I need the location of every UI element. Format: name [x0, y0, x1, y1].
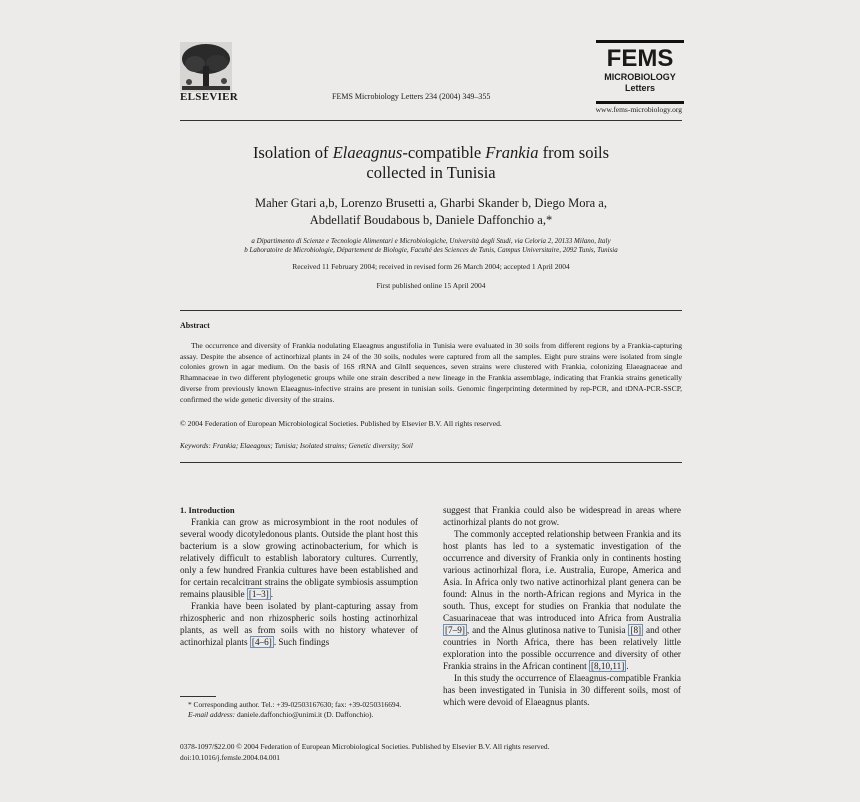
- fems-logo: [596, 40, 684, 104]
- fems-logo-subtitle: MICROBIOLOGY: [604, 72, 676, 82]
- abstract-copyright: © 2004 Federation of European Microbiological Societies. Published by Elsevier B.V. All rights reserved.: [180, 419, 502, 428]
- citation-link[interactable]: [7–9]: [445, 625, 465, 635]
- publisher-name: ELSEVIER: [180, 91, 239, 103]
- email-link[interactable]: daniele.daffonchio@unimi.it: [237, 710, 323, 719]
- journal-url-link[interactable]: www.fems-microbiology.org: [595, 105, 682, 114]
- abstract-text: [180, 341, 682, 405]
- section-heading: 1. Introduction: [180, 505, 235, 515]
- fems-logo-title: FEMS: [606, 45, 674, 72]
- title-part: Isolation of: [252, 143, 333, 162]
- page-footer: [180, 742, 682, 763]
- elsevier-tree-logo: [180, 42, 232, 92]
- citation-link[interactable]: [8]: [630, 625, 642, 635]
- title-italic: Elaeagnus: [332, 143, 403, 162]
- email-line: [180, 710, 418, 720]
- email-label: E-mail address:: [188, 710, 236, 719]
- citation-link[interactable]: [4–6]: [251, 637, 272, 647]
- citation-link[interactable]: [1–3]: [248, 589, 269, 599]
- corresponding-author: * Corresponding author. Tel.: +39-02503167630; fax: +39-0250316694.: [188, 700, 402, 709]
- intro-paragraph-1: Frankia can grow as microsymbiont in the root nodules of several woody dicotyledonous plants. Outside the plant host this bacterium is a slow growing actinobacterium, for which is relatively difficult to establish laboratory cultures. Currently, only a few hundred Frankia cultures have been established and for certain recalcitrant strains the obligate symbiosis assumption remains plausible [1–3] .: [180, 517, 418, 599]
- abstract-paragraph: The occurrence and diversity of Frankia nodulating Elaeagnus angustifolia in Tunisia were evaluated in 30 soils from different regions by a Frankia-capturing assay. Despite the absence of actinorhizal plants in 24 of the 30 soils, nodules were captured from all the samples. Eight pure strains were isolated from single colonies grown in agar medium. On the basis of 16S rRNA and GlnII sequences, seven strains were clustered with Frankia, colonizing Elaeagnaceae and Rhamnaceae in two different phylogenetic groups while one strain described a new lineage in the Frankia assemblage, indicating that Frankia strains genetically diverse from previously known Elaeagnus-infective strains are present in tunisian soils. Genomic fingerprinting determined by rep-PCR, and tDNA-PCR-SSCP, confirmed the wide genetic diversity of the strains.: [180, 341, 682, 404]
- online-date: First published online 15 April 2004: [376, 281, 486, 290]
- header-divider: [180, 120, 682, 121]
- body-right-column: [443, 504, 681, 708]
- keywords: Keywords: Frankia; Elaeagnus; Tunisia; Isolated strains; Genetic diversity; Soil: [180, 442, 413, 450]
- authors-line-2: Abdellatif Boudabous b, Daniele Daffonchio a,*: [309, 213, 553, 227]
- citation-link[interactable]: [8,10,11]: [590, 661, 625, 671]
- author-list: [180, 195, 682, 229]
- email-owner: (D. Daffonchio).: [323, 710, 374, 719]
- issn-line: 0378-1097/$22.00 © 2004 Federation of European Microbiological Societies. Published by Elsevier B.V. All rights reserved.: [180, 742, 550, 751]
- paragraph-text: and other countries in North Africa, there has been relatively little exploration into the possible occurrence and diversity of other Frankia strains in the African continent: [443, 625, 681, 671]
- footnote-divider: [180, 696, 216, 697]
- paragraph-text: . Such findings: [273, 637, 330, 647]
- authors-line-1: Maher Gtari a,b, Lorenzo Brusetti a, Gharbi Skander b, Diego Mora a,: [255, 196, 607, 210]
- title-part: from soils: [538, 143, 610, 162]
- received-dates: Received 11 February 2004; received in revised form 26 March 2004; accepted 1 April 2004: [292, 262, 570, 271]
- paragraph-text: Frankia have been isolated by plant-capturing assay from rhizospheric and non rhizospheric soils hosting actinorhizal plants, as well as from soils with no history whatever of actinorhizal plants: [180, 601, 418, 647]
- abstract-divider: [180, 310, 682, 311]
- journal-reference: FEMS Microbiology Letters 234 (2004) 349–355: [332, 92, 491, 101]
- intro-paragraph-4: In this study the occurrence of Elaeagnus-compatible Frankia has been investigated in Tunisia in 30 different soils, most of which were devoid of Elaeagnus plants.: [443, 673, 681, 707]
- footnote: [180, 700, 418, 720]
- body-left-column: [180, 504, 418, 648]
- intro-paragraph-2: [180, 600, 418, 648]
- abstract-heading: Abstract: [180, 321, 210, 330]
- affiliation-b: b Laboratoire de Microbiologie, Département de Biologie, Faculté des Sciences de Tunis, Campus Universitaire, 2092 Tunis, Tunisia: [244, 246, 618, 254]
- title-line-2: collected in Tunisia: [366, 163, 496, 182]
- affiliation-a: a Dipartimento di Scienze e Tecnologie Alimentari e Microbiologiche, Università degli Studi, via Celoria 2, 20133 Milano, Italy: [251, 237, 611, 245]
- paragraph-text: , and the Alnus glutinosa native to Tunisia: [466, 625, 626, 635]
- body-divider: [180, 462, 682, 463]
- paper-title: [180, 143, 682, 183]
- intro-paragraph-3: The commonly accepted relationship between Frankia and its host plants has led to a systematic investigation of the occurrence and diversity of Frankia only in continents hosting various actinorhizal flora, i.e. Australia, Europe, America and Asia. In Africa only two native actinorhizal plant genera can be found: Alnus in the north-African regions and Myrica in the south. Thus, except for studies on Frankia that nodulate the Casuarinaceae that was introduced into Africa from Australia [7–9] , and the Alnus glutinosa native to Tunisia [8] and other countries in North Africa, there has been relatively little exploration into the possible occurrence and diversity of other Frankia strains in the African continent [8,10,11] .: [443, 529, 681, 671]
- paragraph-text: The commonly accepted relationship between Frankia and its host plants has led to a systematic investigation of the occurrence and diversity of Frankia only in continents hosting various actinorhizal flora, i.e. Australia, Europe, America and Asia. In Africa only two native actinorhizal plant genera can be found: Alnus in the north-African regions and Myrica in the south. Thus, except for studies on Frankia that nodulate the Casuarinaceae that was introduced into Africa from Australia: [443, 529, 681, 623]
- title-part: -compatible: [402, 143, 486, 162]
- title-italic: Frankia: [485, 143, 539, 162]
- fems-logo-subtitle-2: Letters: [624, 83, 655, 93]
- doi-link[interactable]: doi:10.1016/j.femsle.2004.04.001: [180, 752, 280, 762]
- paragraph-text: Frankia can grow as microsymbiont in the root nodules of several woody dicotyledonous plants. Outside the plant host this bacterium is a slow growing actinobacterium, for which is relatively difficult to establish laboratory cultures. Currently, only a few hundred Frankia cultures have been established and for certain recalcitrant strains the obligate symbiosis assumption remains plausible: [180, 517, 418, 599]
- intro-paragraph-continued: suggest that Frankia could also be widespread in areas where actinorhizal plants do not grow.: [443, 505, 681, 527]
